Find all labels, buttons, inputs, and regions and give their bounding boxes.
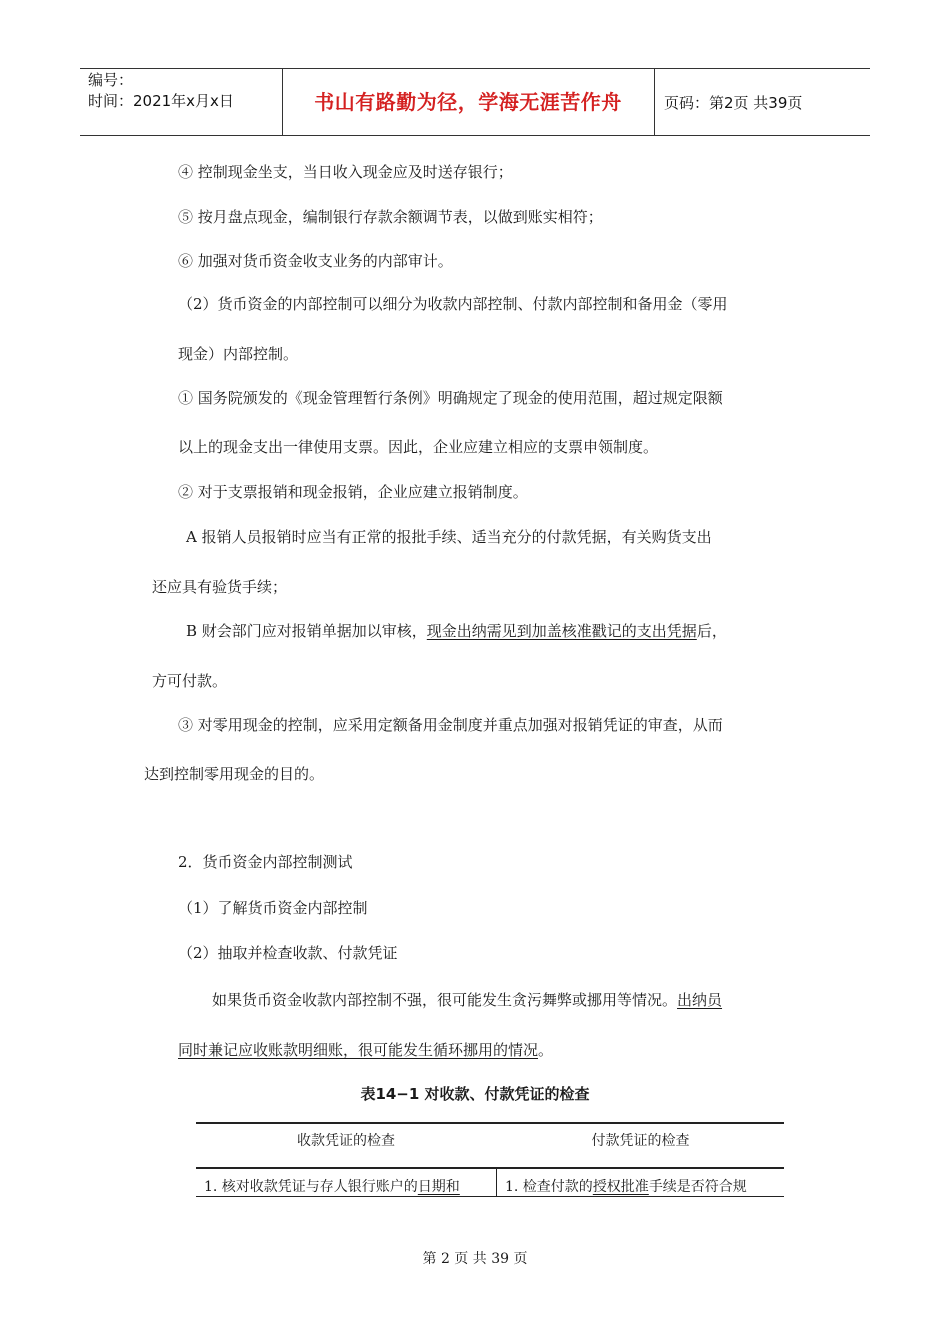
cell-text: 手续是否符合规 xyxy=(648,1179,747,1195)
header-motto: 书山有路勤为径，学海无涯苦作舟 xyxy=(314,90,622,114)
body-line: （2）抽取并检查收款、付款凭证 xyxy=(178,944,398,962)
header-top-rule xyxy=(80,68,870,69)
body-line xyxy=(178,1040,553,1060)
header-bottom-rule xyxy=(80,135,870,136)
underlined-text: 授权批准 xyxy=(592,1179,649,1195)
body-line: （1）了解货币资金内部控制 xyxy=(178,899,368,917)
body-line xyxy=(186,621,727,641)
underlined-text: 同时兼记应收账款明细账，很可能发生循环挪用的情况 xyxy=(178,1041,539,1059)
table-header-payments: 付款凭证的检查 xyxy=(591,1133,690,1149)
underlined-text: 出纳员 xyxy=(677,991,723,1009)
table-header-receipts: 收款凭证的检查 xyxy=(297,1133,395,1149)
table-caption: 表14−1 对收款、付款凭证的检查 xyxy=(360,1085,590,1103)
cell-text: 1. 核对收款凭证与存人银行账户的 xyxy=(204,1179,418,1195)
body-line: ② 对于支票报销和现金报销，企业应建立报销制度。 xyxy=(178,483,528,501)
table-top-rule xyxy=(196,1122,784,1124)
body-line: 还应具有验货手续； xyxy=(152,578,288,596)
header-time: 时间：2021年x月x日 xyxy=(88,92,234,110)
body-line: 达到控制零用现金的目的。 xyxy=(144,765,325,783)
cell-text: 1. 检查付款的 xyxy=(505,1179,593,1195)
header-meta xyxy=(88,70,234,112)
body-line: 方可付款。 xyxy=(152,672,228,690)
header-divider-right xyxy=(654,68,655,135)
body-line: ④ 控制现金坐支，当日收入现金应及时送存银行； xyxy=(178,163,513,181)
header-page-number: 页码：第2页 共39页 xyxy=(664,94,803,112)
underlined-text: 日期和 xyxy=(417,1179,460,1195)
body-text: 如果货币资金收款内部控制不强，很可能发生贪污舞弊或挪用等情况。 xyxy=(212,991,678,1009)
body-line: A 报销人员报销时应当有正常的报批手续、适当充分的付款凭据，有关购货支出 xyxy=(186,528,712,546)
page-footer: 第 2 页 共 39 页 xyxy=(422,1251,528,1267)
body-line: （2）货币资金的内部控制可以细分为收款内部控制、付款内部控制和备用金（零用 xyxy=(178,295,728,313)
body-line: 以上的现金支出一律使用支票。因此，企业应建立相应的支票申领制度。 xyxy=(178,438,659,456)
body-line: ⑥ 加强对货币资金收支业务的内部审计。 xyxy=(178,252,453,270)
body-line: ⑤ 按月盘点现金，编制银行存款余额调节表，以做到账实相符； xyxy=(178,208,603,226)
body-text: B 财会部门应对报销单据加以审核， xyxy=(186,622,427,640)
header-number: 编号： xyxy=(88,71,134,89)
table-header-rule xyxy=(196,1167,784,1169)
body-line xyxy=(212,990,722,1010)
table-column-divider xyxy=(496,1169,497,1197)
table-row-rule xyxy=(196,1196,784,1197)
table-cell xyxy=(505,1176,747,1196)
body-text: 后， xyxy=(696,622,727,640)
body-line: ③ 对零用现金的控制，应采用定额备用金制度并重点加强对报销凭证的审查，从而 xyxy=(178,716,723,734)
section-heading: 2．货币资金内部控制测试 xyxy=(178,853,353,871)
body-line: ① 国务院颁发的《现金管理暂行条例》明确规定了现金的使用范围，超过规定限额 xyxy=(178,389,723,407)
table-cell xyxy=(204,1176,460,1196)
body-line: 现金）内部控制。 xyxy=(178,345,299,363)
underlined-text: 现金出纳需见到加盖核准戳记的支出凭据 xyxy=(426,622,697,640)
body-text: 。 xyxy=(538,1041,554,1059)
header-divider-left xyxy=(282,68,283,135)
